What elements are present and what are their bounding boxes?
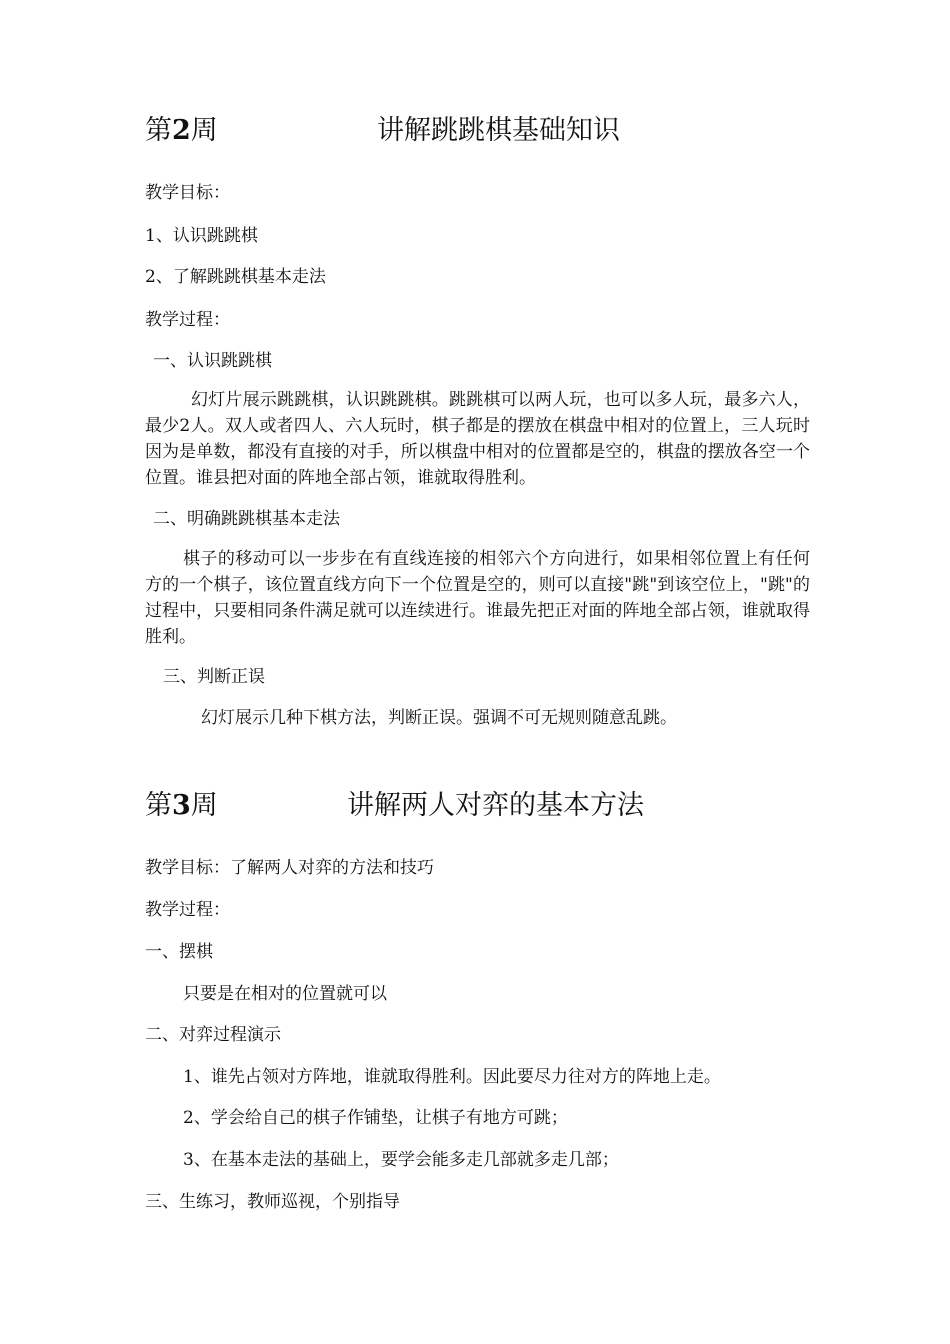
- week3-prefix: 第: [145, 790, 172, 821]
- week3-section-3-title: 三、生练习，教师巡视，个别指导: [145, 1192, 400, 1212]
- week3-section-2-title: 二、对弈过程演示: [145, 1025, 281, 1045]
- week2-objective-1: 1、认识跳跳棋: [145, 226, 258, 246]
- week2-objective-2: 2、了解跳跳棋基本走法: [145, 267, 326, 287]
- week2-title: 讲解跳跳棋基础知识: [377, 115, 620, 146]
- week2-heading: [145, 114, 620, 148]
- week3-number: 3: [172, 790, 191, 821]
- week3-process-label: 教学过程：: [145, 900, 230, 920]
- week3-step-1: 1、谁先占领对方阵地，谁就取得胜利。因此要尽力往对方的阵地上走。: [183, 1067, 721, 1087]
- week3-section-1-text: 只要是在相对的位置就可以: [183, 984, 387, 1004]
- week2-process-label: 教学过程：: [145, 310, 230, 330]
- week2-section-1-title: 一、认识跳跳棋: [153, 351, 272, 371]
- week3-title: 讲解两人对弈的基本方法: [347, 790, 644, 821]
- week3-objective-line: 教学目标：了解两人对弈的方法和技巧: [145, 858, 434, 878]
- week2-suffix: 周: [190, 115, 218, 146]
- week3-suffix: 周: [190, 790, 218, 821]
- week2-prefix: 第: [145, 115, 172, 146]
- week2-section-2-title: 二、明确跳跳棋基本走法: [153, 509, 340, 529]
- week3-heading: [145, 789, 644, 823]
- week2-section-1-text: 幻灯片展示跳跳棋，认识跳跳棋。跳跳棋可以两人玩，也可以多人玩，最多六人，最少2人。双人或者四人、六人玩时，棋子都是的摆放在棋盘中相对的位置上，三人玩时因为是单数，都没有直接的对手，所以棋盘中相对的位置都是空的，棋盘的摆放各空一个位置。谁县把对面的阵地全部占领，谁就取得胜利。: [145, 390, 810, 488]
- week3-step-2: 2、学会给自己的棋子作铺垫，让棋子有地方可跳；: [183, 1108, 568, 1128]
- week2-section-2-text: 棋子的移动可以一步步在有直线连接的相邻六个方向进行，如果相邻位置上有任何方的一个棋子，该位置直线方向下一个位置是空的，则可以直接"跳"到该空位上，"跳"的过程中，只要相同条件满足就可以连续进行。谁最先把正对面的阵地全部占领，谁就取得胜利。: [145, 549, 810, 647]
- week2-number: 2: [172, 115, 191, 146]
- week3-section-1-title: 一、摆棋: [145, 942, 213, 962]
- week2-objective-label: 教学目标：: [145, 183, 230, 203]
- week2-section-3-text: 幻灯展示几种下棋方法，判断正误。强调不可无规则随意乱跳。: [201, 708, 677, 728]
- week2-section-3-title: 三、判断正误: [163, 667, 265, 687]
- week3-step-3: 3、在基本走法的基础上，要学会能多走几部就多走几部；: [183, 1150, 619, 1170]
